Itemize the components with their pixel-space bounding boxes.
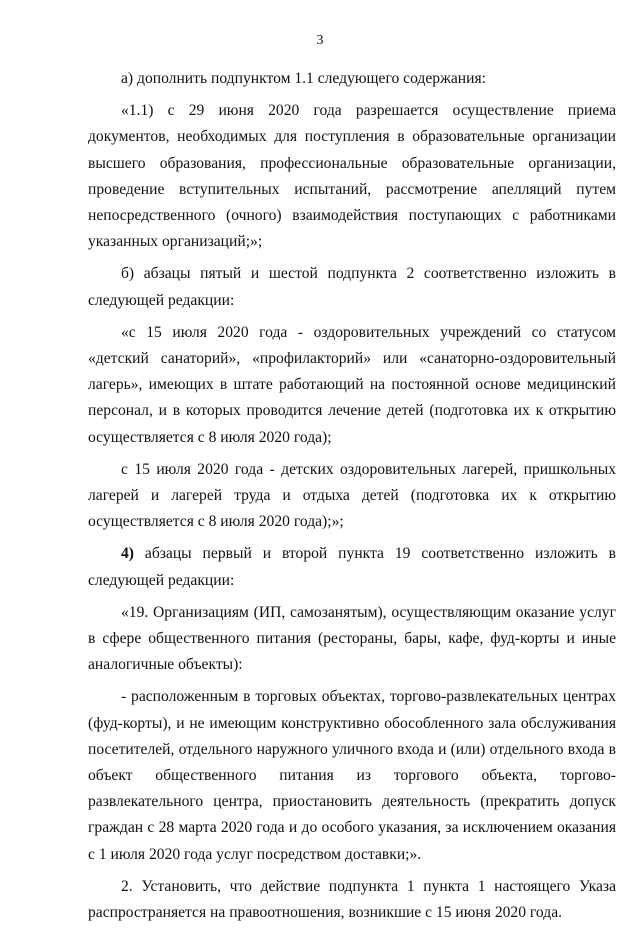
paragraph-text: 2. Установить, что действие подпункта 1 пункта 1 настоящего Указа распространяется на правоотношения, возникшие с 15 июня 2020 года. bbox=[88, 877, 616, 922]
paragraph-text: «с 15 июля 2020 года - оздоровительных учреждений со статусом «детский санаторий», «профилакторий» или «санаторно-оздоровительный лагерь», имеющих в штате работающий на постоянной основе медицинский персонал, и в которых проводится лечение детей (подготовка их к открытию осуществляется с 8 июля 2020 года); bbox=[88, 323, 616, 446]
document-body bbox=[88, 66, 616, 932]
page-number: 3 bbox=[316, 33, 324, 48]
paragraph-subitem-1-1-content bbox=[88, 98, 616, 255]
paragraph-text: - расположенным в торговых объектах, торгово-развлекательных центрах (фуд-корты), и не имеющим конструктивно обособленного зала обслуживания посетителей, отдельного наружного уличного входа и (или) отдельного входа в объект общественного питания из торгового объекта, торгово-развлекательного центра, приостановить деятельность (прекратить допуск граждан с 28 марта 2020 года и до особого указания, за исключением оказания с 1 июля 2020 года услуг посредством доставки;». bbox=[88, 688, 616, 863]
item-number: 4) bbox=[121, 545, 134, 563]
paragraph-item-2 bbox=[88, 874, 616, 926]
paragraph-children-camps bbox=[88, 457, 616, 536]
paragraph-text: «1.1) с 29 июня 2020 года разрешается осуществление приема документов, необходимых для поступления в образовательные организации высшего образования, профессиональные образовательные организации, проведение вступительных испытаний, рассмотрение апелляций путем непосредственного (очного) взаимодействия поступающих с работниками указанных организаций;»; bbox=[88, 102, 616, 251]
paragraph-text: с 15 июля 2020 года - детских оздоровительных лагерей, пришкольных лагерей и лагерей труда и отдыха детей (подготовка их к открытию осуществляется с 8 июля 2020 года);»; bbox=[88, 460, 616, 531]
paragraph-item-4 bbox=[88, 541, 616, 593]
paragraph-text: а) дополнить подпунктом 1.1 следующего содержания: bbox=[121, 70, 486, 87]
paragraph-item-19 bbox=[88, 600, 616, 679]
paragraph-sanatorium-camps bbox=[88, 320, 616, 451]
paragraph-text: абзацы первый и второй пункта 19 соответственно изложить в следующей редакции: bbox=[88, 545, 616, 589]
paragraph-text: «19. Организациям (ИП, самозанятым), осуществляющим оказание услуг в сфере общественного питания (рестораны, бары, кафе, фуд-корты и иные аналогичные объекты): bbox=[88, 603, 616, 674]
paragraph-a-subitem-1-1 bbox=[88, 66, 616, 92]
paragraph-food-courts bbox=[88, 684, 616, 867]
paragraph-text: б) абзацы пятый и шестой подпункта 2 соответственно изложить в следующей редакции: bbox=[88, 265, 616, 309]
paragraph-b-subitem-2 bbox=[88, 261, 616, 313]
